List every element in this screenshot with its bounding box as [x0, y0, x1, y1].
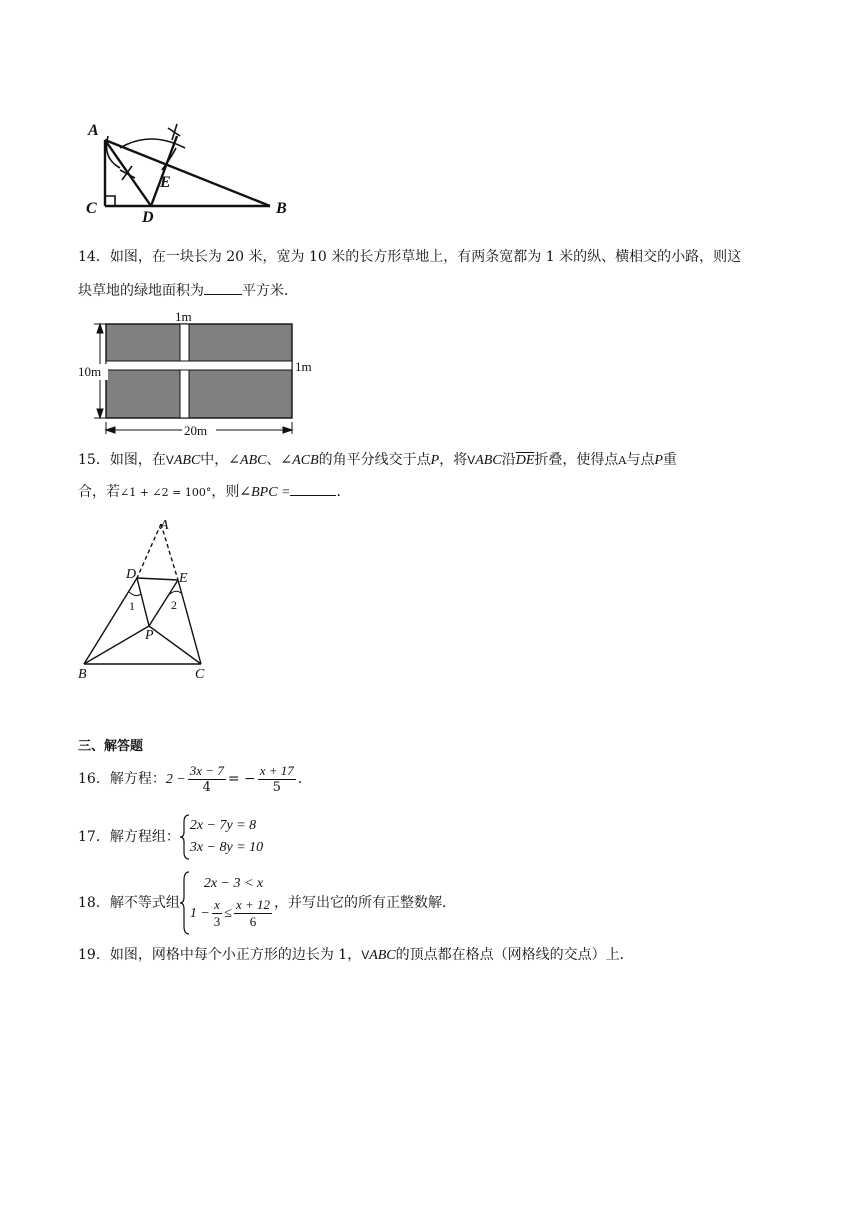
horizontal-path	[106, 361, 292, 370]
q17-prefix: 解方程组：	[109, 829, 180, 845]
denominator: 4	[202, 779, 211, 795]
q15-condition: ∠1 + ∠2 = 100°	[120, 486, 212, 499]
q15-line2	[78, 481, 350, 504]
fraction	[188, 763, 226, 796]
q15-text: 中，	[200, 452, 229, 468]
label-length: 20m	[184, 423, 208, 436]
q16-end: ．	[297, 771, 312, 787]
q15-text: 合，若	[78, 484, 120, 500]
construction-figure	[80, 118, 300, 222]
q19-number: 19．	[78, 947, 110, 963]
q15-text: 与点	[626, 452, 655, 468]
inequality-1: 2x − 3 < x	[203, 876, 264, 891]
denominator: 6	[249, 914, 257, 930]
q15-text: 沿	[501, 452, 516, 468]
fig-angle-1: 1	[129, 599, 135, 613]
q15-abc: ABC	[173, 453, 201, 468]
label-d: D	[142, 209, 154, 222]
q14-line2	[78, 280, 298, 302]
q16-number: 16．	[78, 771, 110, 787]
q15-text: 重	[662, 452, 677, 468]
q14-number: 14．	[78, 249, 110, 265]
q15-target-angle: ∠BPC =	[239, 485, 291, 500]
q15-angle-abc: ABC	[240, 453, 267, 468]
ineq2-lead: 1 −	[189, 906, 210, 921]
label-a: A	[88, 122, 99, 139]
equation-2: 3x − 8y = 10	[189, 840, 264, 855]
q14-text2a: 块草地的绿地面积为	[78, 283, 204, 299]
q14-line1	[78, 246, 741, 268]
triangle-symbol: V	[361, 948, 370, 962]
label-width: 10m	[78, 364, 102, 379]
q19	[78, 944, 634, 967]
q15-point-p: P	[654, 453, 663, 468]
fig-label-d: D	[126, 567, 137, 582]
inequality-system	[190, 873, 274, 933]
angle-symbol: ∠	[228, 452, 241, 468]
q15-text: 如图，在	[109, 452, 166, 468]
denominator: 3	[213, 914, 221, 930]
q15-text: 、	[266, 452, 281, 468]
q17	[78, 812, 263, 862]
triangle-symbol: V	[165, 453, 174, 467]
q15-point-a: A	[618, 454, 627, 467]
lawn-rect	[106, 324, 292, 418]
label-path-width-top: 1m	[175, 309, 192, 324]
answer-blank	[290, 481, 336, 496]
ineq2-leq: ≤	[224, 906, 232, 921]
q14-text2b: 平方米．	[242, 283, 298, 299]
triangle-symbol: V	[467, 453, 476, 467]
q15-text: ，将	[439, 452, 468, 468]
label-path-width-right: 1m	[295, 359, 312, 374]
q15-de: $\overline{DE}$	[515, 453, 535, 468]
label-b: B	[276, 200, 287, 217]
fig-label-a: A	[160, 518, 169, 533]
numerator: x + 12	[235, 897, 271, 913]
q17-number: 17．	[78, 829, 110, 845]
fig-label-p: P	[145, 628, 154, 643]
q18-suffix: ，并写出它的所有正整数解．	[274, 895, 457, 911]
lawn-figure	[78, 308, 328, 436]
brace-icon	[180, 871, 190, 935]
brace-icon	[180, 814, 190, 860]
q18-number: 18．	[78, 895, 110, 911]
fraction	[258, 763, 296, 796]
inequality-2	[190, 895, 274, 933]
q15-line1	[78, 449, 677, 472]
q18-prefix: 解不等式组	[109, 895, 180, 911]
q16-equals: = −	[227, 771, 256, 787]
q16-lead: 2 −	[165, 772, 186, 787]
equation-system	[190, 815, 263, 859]
q15-text: 的角平分线交于点	[318, 452, 431, 468]
fig-label-e: E	[179, 571, 188, 586]
q15-angle-acb: ACB	[292, 453, 319, 468]
fig-angle-2: 2	[171, 598, 177, 612]
q16	[78, 756, 312, 803]
q15-text: 折叠，使得点	[534, 452, 619, 468]
q15-number: 15．	[78, 452, 110, 468]
label-c: C	[86, 200, 97, 217]
fraction	[234, 897, 272, 930]
q15-text: ．	[336, 484, 351, 500]
vertical-path	[180, 324, 189, 418]
q15-abc: ABC	[475, 453, 502, 468]
equation-1: 2x − 7y = 8	[189, 818, 257, 833]
fold-triangle-figure	[74, 516, 224, 684]
q16-prefix: 解方程：	[109, 771, 166, 787]
fraction	[212, 897, 223, 930]
q19-abc: ABC	[369, 948, 396, 963]
numerator: x + 17	[259, 762, 294, 778]
numerator: 3x − 7	[189, 762, 224, 778]
q15-point-p: P	[430, 453, 440, 468]
section-title-text: 三、解答题	[78, 739, 144, 754]
q18	[78, 866, 456, 940]
label-e: E	[160, 174, 171, 191]
q19-text: 如图，网格中每个小正方形的边长为 1，	[109, 947, 362, 963]
q19-text: 的顶点都在格点（网格线的交点）上．	[395, 947, 634, 963]
answer-blank	[204, 280, 242, 295]
q15-text: ，则	[211, 484, 240, 500]
denominator: 5	[272, 779, 281, 795]
fig-label-c: C	[195, 667, 205, 682]
numerator: x	[212, 897, 223, 914]
angle-symbol: ∠	[280, 452, 293, 468]
section-title	[78, 736, 143, 758]
fig-label-b: B	[78, 667, 87, 682]
q14-text1: 如图，在一块长为 20 米，宽为 10 米的长方形草地上，有两条宽都为 1 米的纵、横相交的小路，则这	[109, 249, 742, 265]
